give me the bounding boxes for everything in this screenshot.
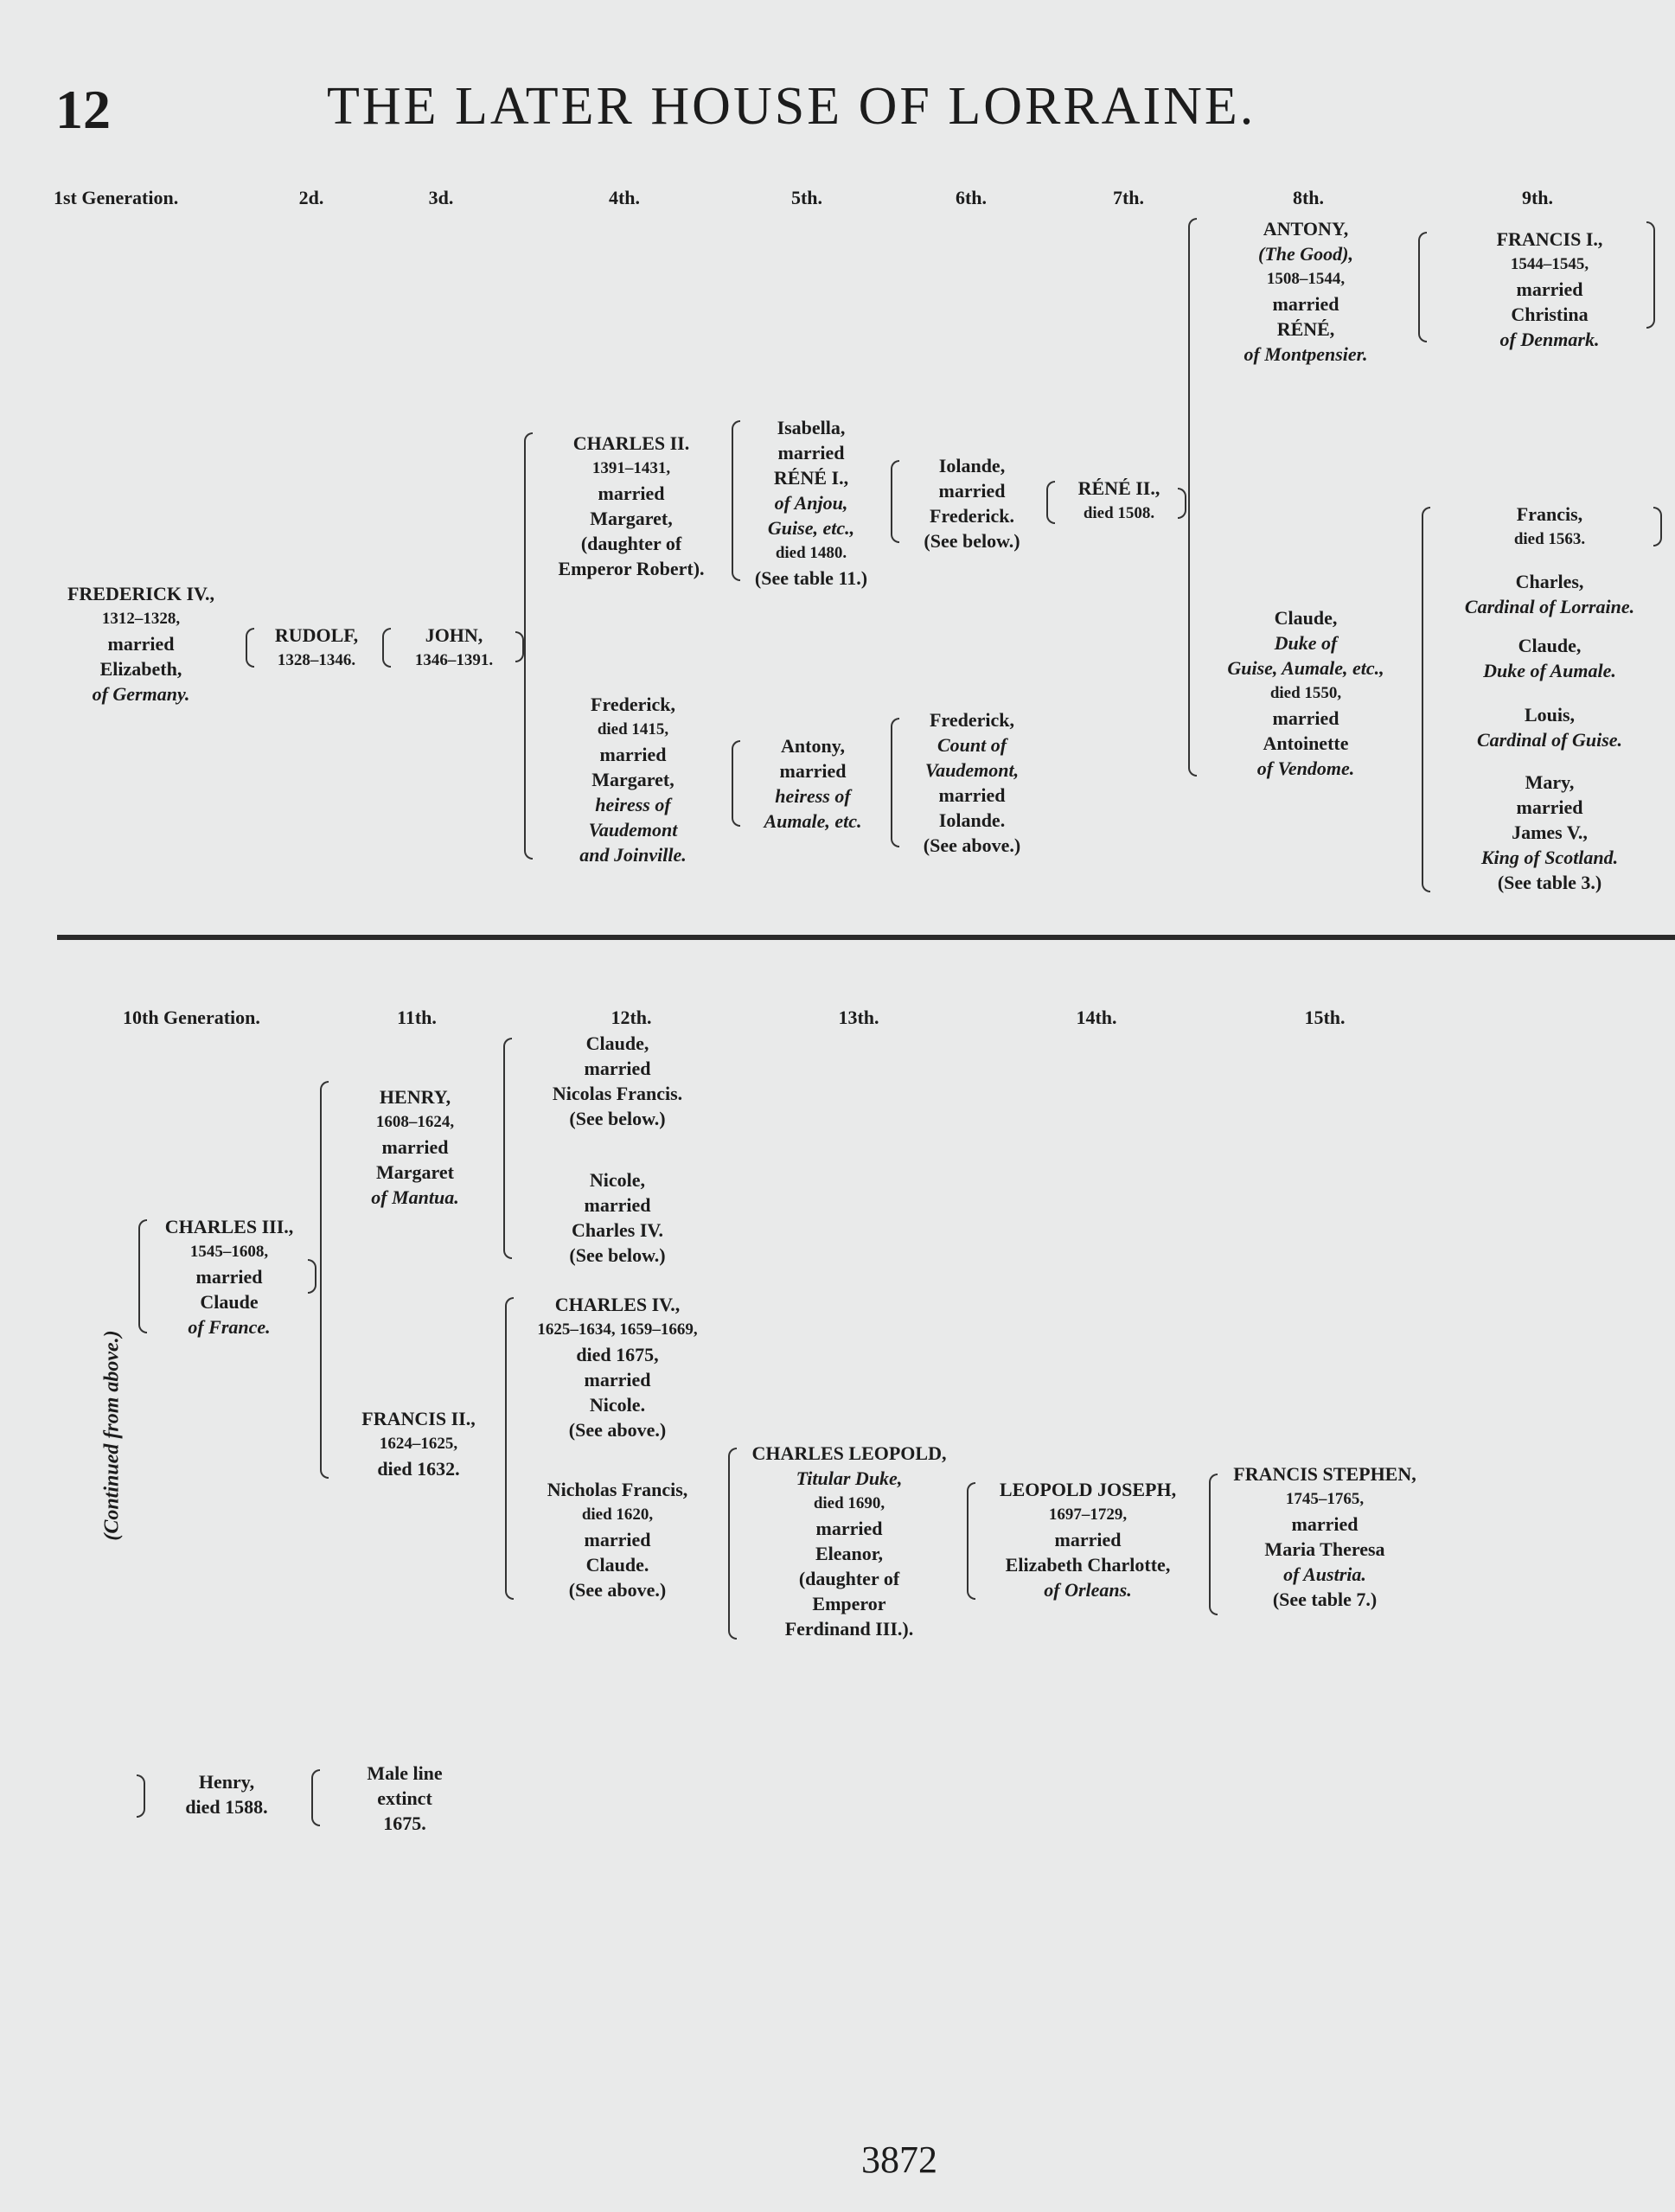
person-nicole: Nicole, married Charles IV. (See below.) [569, 1169, 666, 1266]
section-divider [57, 935, 1675, 940]
brace [1188, 218, 1197, 777]
gen-header-15: 15th. [1304, 1007, 1346, 1028]
person-iolande: Iolande, married Frederick. (See below.) [924, 455, 1020, 552]
brace [891, 460, 899, 543]
brace [524, 432, 533, 860]
brace [382, 628, 391, 668]
brace [515, 631, 524, 662]
brace [320, 1081, 329, 1479]
gen-header-8: 8th. [1292, 187, 1325, 208]
page-number: 12 [55, 79, 111, 140]
person-antony-the-good: ANTONY, (The Good), 1508–1544, married RÉNÉ, of Montpensier. [1243, 218, 1368, 365]
brace [967, 1482, 975, 1600]
brace [503, 1038, 512, 1259]
person-charles-iii: CHARLES III., 1545–1608, married Claude of France. [164, 1216, 294, 1338]
person-charles-iv: CHARLES IV., 1625–1634, 1659–1669, died 1675, married Nicole. (See above.) [537, 1294, 698, 1441]
gen-header-10: 10th Generation. [123, 1007, 260, 1028]
person-louis: Louis, Cardinal of Guise. [1476, 704, 1623, 751]
person-leopold-joseph: LEOPOLD JOSEPH, 1697–1729, married Elizabeth Charlotte, of Orleans. [999, 1479, 1177, 1601]
brace [732, 420, 740, 581]
brace [308, 1259, 316, 1294]
person-frederick-1415: Frederick, died 1415, married Margaret, heiress of Vaudemont and Joinville. [579, 694, 687, 866]
brace [1418, 232, 1427, 342]
gen-header-12: 12th. [611, 1007, 652, 1028]
brace [1422, 507, 1430, 892]
gen-header-13: 13th. [838, 1007, 879, 1028]
person-charles-cardinal: Charles, Cardinal of Lorraine. [1464, 571, 1635, 617]
brace [728, 1448, 737, 1640]
page-title: THE LATER HOUSE OF LORRAINE. [327, 77, 1256, 136]
gen-header-3: 3d. [428, 187, 454, 208]
person-francis-ii: FRANCIS II., 1624–1625, died 1632. [361, 1408, 476, 1480]
person-john: JOHN, 1346–1391. [414, 624, 494, 669]
brace [1178, 488, 1186, 519]
footer-number: 3872 [861, 2138, 937, 2181]
person-charles-ii: CHARLES II. 1391–1431, married Margaret, (daughter of Emperor Robert). [558, 432, 705, 579]
gen-header-1: 1st Generation. [54, 187, 179, 208]
continued-note: (Continued from above.) [100, 1330, 124, 1541]
brace [1209, 1474, 1218, 1615]
brace [891, 718, 899, 847]
person-frederick-count: Frederick, Count of Vaudemont, married Iolande. (See above.) [923, 709, 1021, 856]
person-henry-1624: HENRY, 1608–1624, married Margaret of Mantua. [371, 1086, 459, 1208]
person-rene-ii: RÉNÉ II., died 1508. [1077, 477, 1160, 522]
brace [138, 1219, 147, 1333]
gen-header-4: 4th. [608, 187, 641, 208]
gen-header-6: 6th. [955, 187, 988, 208]
male-line-extinct-note: Male line extinct 1675. [367, 1762, 443, 1834]
person-claude-aumale: Claude, Duke of Aumale. [1483, 635, 1616, 681]
person-claude-guise: Claude, Duke of Guise, Aumale, etc., died 1550, married Antoinette of Vendome. [1227, 607, 1384, 779]
person-isabella: Isabella, married RÉNÉ I., of Anjou, Guise, etc., died 1480. (See table 11.) [754, 417, 868, 589]
person-henry-1588: Henry, died 1588. [185, 1771, 268, 1818]
gen-header-5: 5th. [790, 187, 823, 208]
person-rudolf: RUDOLF, 1328–1346. [274, 624, 359, 669]
person-mary: Mary, married James V., King of Scotland. (See table 3.) [1480, 771, 1619, 893]
gen-header-2: 2d. [298, 187, 324, 208]
brace [732, 740, 740, 827]
person-francis-i: FRANCIS I., 1544–1545, married Christina of Denmark. [1496, 228, 1603, 350]
brace [1653, 507, 1662, 547]
gen-header-9: 9th. [1521, 187, 1554, 208]
person-frederick-iv: FREDERICK IV., 1312–1328, married Elizabeth, of Germany. [67, 583, 215, 705]
brace [137, 1774, 145, 1818]
gen-header-14: 14th. [1076, 1007, 1117, 1028]
brace [311, 1769, 320, 1826]
person-antony-5th: Antony, married heiress of Aumale, etc. [764, 735, 862, 832]
gen-header-11: 11th. [397, 1007, 437, 1028]
gen-header-7: 7th. [1112, 187, 1145, 208]
person-charles-leopold: CHARLES LEOPOLD, Titular Duke, died 1690, married Eleanor, (daughter of Emperor Ferdinand III.). [751, 1442, 947, 1640]
person-claude-12th: Claude, married Nicolas Francis. (See below.) [552, 1032, 683, 1129]
brace [505, 1297, 514, 1600]
person-nicholas-francis: Nicholas Francis, died 1620, married Claude. (See above.) [547, 1479, 688, 1601]
person-francis-stephen: FRANCIS STEPHEN, 1745–1765, married Maria Theresa of Austria. (See table 7.) [1233, 1463, 1416, 1610]
brace [246, 628, 254, 668]
person-francis-1563: Francis, died 1563. [1513, 503, 1586, 548]
brace [1046, 481, 1055, 524]
brace [1646, 221, 1655, 329]
